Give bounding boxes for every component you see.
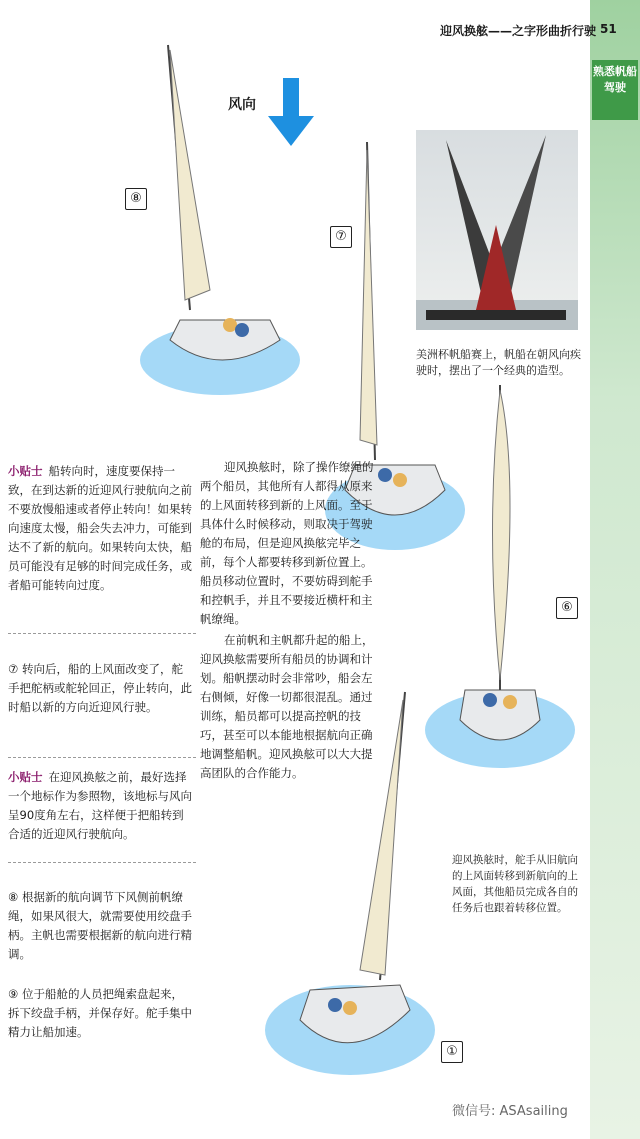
tip-text: 在迎风换舷之前，最好选择一个地标作为参照物，该地标与风向呈90度角左右，这样便于把船转到合适的近迎风行驶航向。 (8, 770, 192, 841)
tip-block-2 (8, 768, 193, 844)
step-number-1: ① (441, 1041, 463, 1063)
step-8-text: ⑧ 根据新的航向调节下风侧前帆缭绳，如果风很大，就需要使用绞盘手柄。主帆也需要根据新的航向进行精调。 (8, 890, 192, 961)
watermark: 微信号: ASAsailing (452, 1104, 568, 1119)
step-9-text: ⑨ 位于船舱的人员把绳索盘起来，拆下绞盘手柄，并保存好。舵手集中精力让船加速。 (8, 987, 192, 1039)
right-caption: 迎风换舷时，舵手从旧航向的上风面转移到新航向的上风面，其他船员完成各自的任务后也跟着转移位置。 (452, 854, 578, 914)
step-number-8: ⑧ (125, 188, 147, 210)
divider (8, 757, 196, 758)
step-7-text: ⑦ 转向后，船的上风面改变了，舵手把舵柄或舵轮回正，停止转向，此时船以新的方向近迎风行驶。 (8, 662, 192, 714)
main-paragraph-1: 迎风换舷时，除了操作缭绳的两个船员，其他所有人都得从原来的上风面转移到新的上风面。至于具体什么时候移动，则取决于驾驶舱的布局，但是迎风换舷完毕之前，每个人都要转移到新位置上。船员移动位置时，不要妨碍到舵手和控帆手，并且不要接近横杆和主帆缭绳。 (200, 460, 374, 626)
main-paragraph-2: 在前帆和主帆都升起的船上，迎风换舷需要所有船员的协调和计划。船帆摆动时会非常吵，船会左右侧倾，好像一切都很混乱。通过训练，船员都可以提高控帆的技巧，甚至可以本能地根据航向正确地调整船帆。迎风换舷可以大大提高团队的合作能力。 (200, 633, 374, 780)
wind-label: 风向 (228, 97, 256, 113)
divider (8, 862, 196, 863)
step-number-6: ⑥ (556, 597, 578, 619)
tip-text: 船转向时，速度要保持一致，在到达新的近迎风行驶航向之前不要放慢船速或者停止转向！如果转向速度太慢，船会失去冲力，可能到达不了新的航向。如果转向太快，船员可能没有足够的时间完成任务，或者船可能转向过度。 (8, 464, 192, 592)
side-band (590, 0, 640, 1139)
sailing-photo (416, 130, 578, 330)
boat-illustration-8 (140, 40, 310, 400)
page-number: 51 (600, 22, 617, 36)
step-number-7: ⑦ (330, 226, 352, 248)
photo-caption: 美洲杯帆船赛上，帆船在朝风向疾驶时，摆出了一个经典的造型。 (416, 348, 581, 377)
racing-yachts-image (416, 130, 578, 330)
divider (8, 633, 196, 634)
tip-label: 小贴士 (8, 770, 43, 784)
tip-label: 小贴士 (8, 464, 43, 478)
boat-illustration-6 (420, 380, 580, 780)
main-text (200, 458, 382, 785)
tip-block-1 (8, 462, 193, 595)
header-title: 迎风换舷——之字形曲折行驶 (440, 24, 597, 38)
side-tab: 熟悉帆船驾驶 (592, 60, 638, 120)
